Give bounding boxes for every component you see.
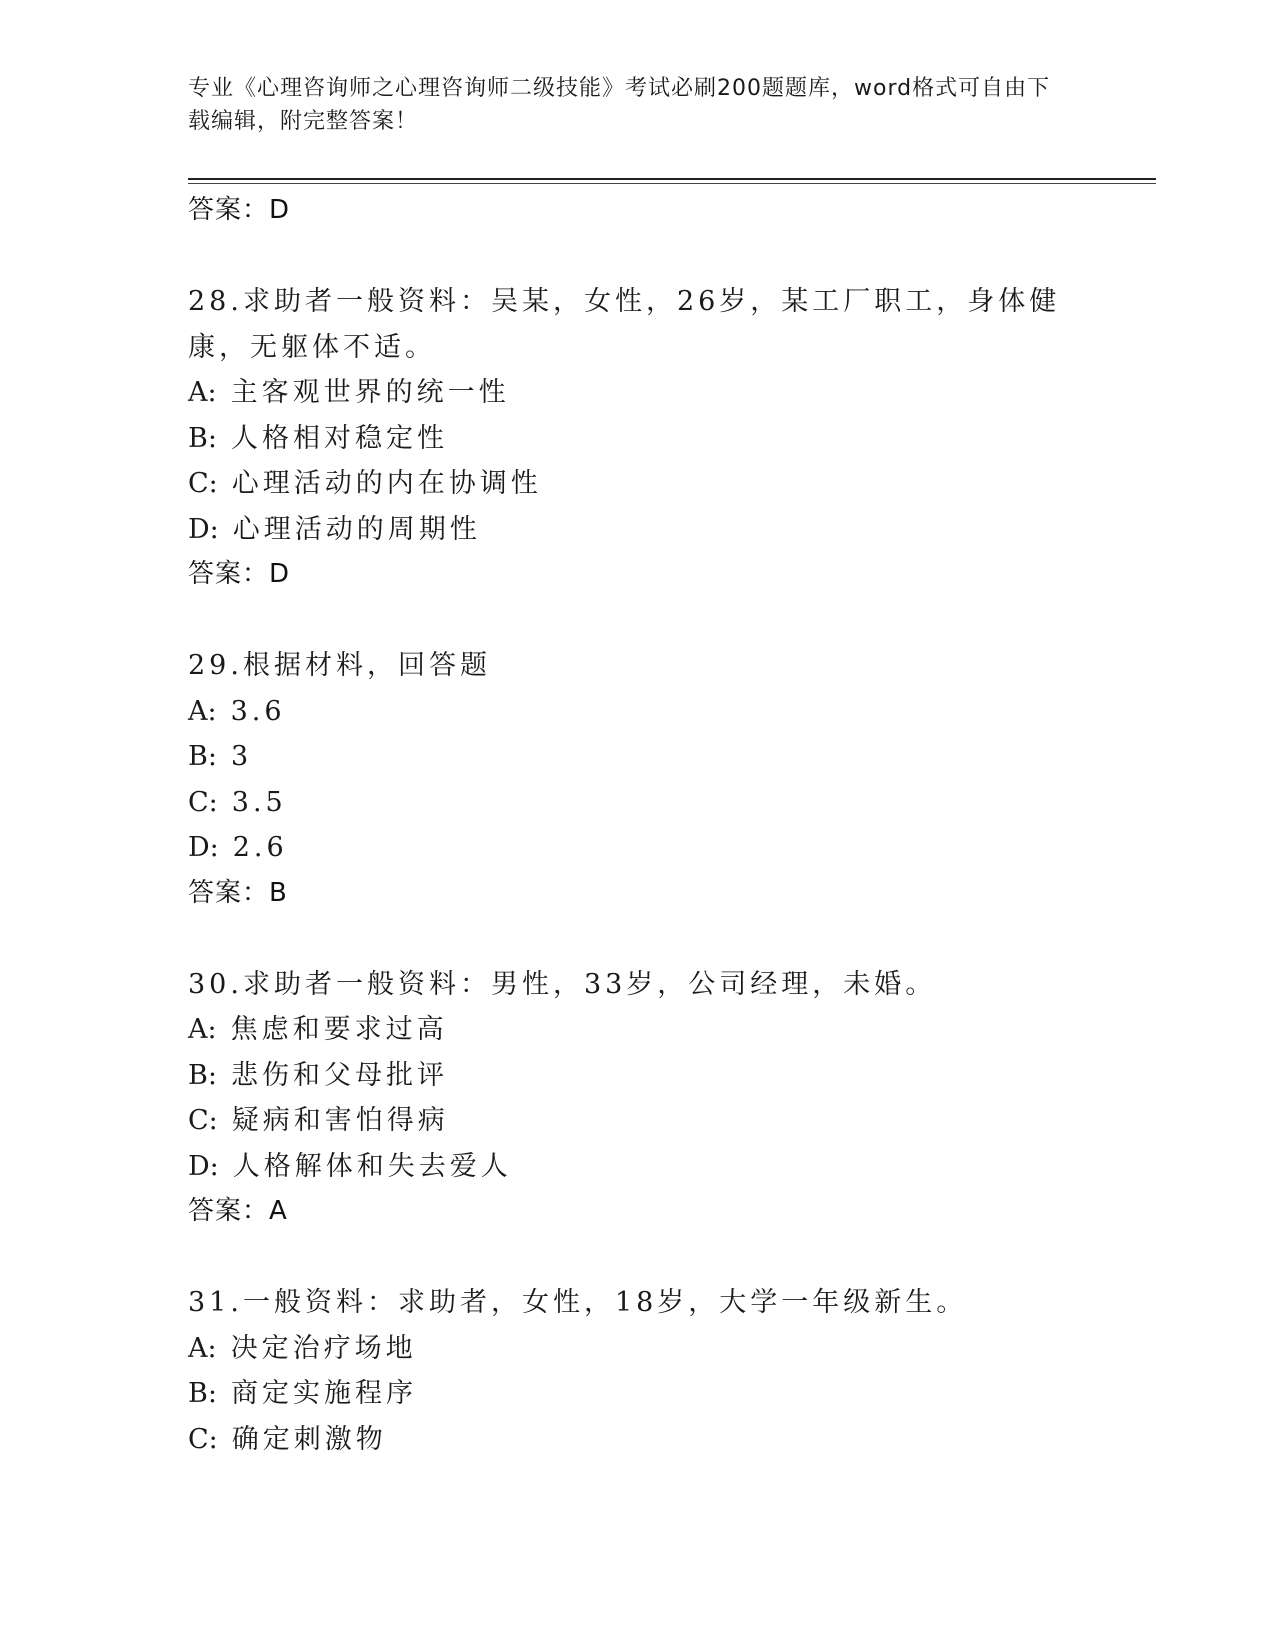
option-prefix: D: (188, 513, 219, 545)
option-text: 疑病和害怕得病 (231, 1105, 449, 1136)
option-prefix: C: (188, 1423, 218, 1455)
option-text: 2.6 (232, 832, 288, 863)
option-prefix: D: (188, 832, 219, 863)
option-line (188, 1371, 1108, 1417)
option-line (188, 507, 1108, 553)
option-line (188, 734, 1108, 780)
option-line (188, 1417, 1108, 1463)
option-prefix: B: (188, 741, 217, 772)
option-prefix: C: (188, 468, 218, 499)
option-line (188, 1053, 1108, 1099)
answer-line: 答案：D (188, 559, 291, 589)
option-prefix: B: (188, 1059, 217, 1091)
option-text: 焦虑和要求过高 (230, 1014, 448, 1045)
question-list (188, 188, 1108, 1462)
option-prefix: C: (188, 1105, 218, 1136)
header-divider-thin (188, 183, 1156, 184)
option-text: 3.5 (231, 786, 287, 818)
option-text: 主客观世界的统一性 (230, 377, 510, 408)
option-line (188, 370, 1108, 416)
header-divider (188, 178, 1156, 180)
question-text: 28.求助者一般资料：吴某，女性，26岁，某工厂职工，身体健康，无躯体不适。 (188, 286, 1061, 363)
question-block (188, 1280, 1108, 1462)
option-prefix: B: (188, 1378, 217, 1409)
document-header: 专业《心理咨询师之心理咨询师二级技能》考试必刷200题题库，word格式可自由下载编辑，附完整答案！ (188, 76, 1051, 134)
option-text: 3 (230, 741, 253, 772)
question-text: 30.求助者一般资料：男性，33岁，公司经理，未婚。 (188, 968, 937, 1000)
option-line (188, 825, 1108, 871)
question-block (188, 962, 1108, 1235)
question-block (188, 643, 1108, 916)
option-prefix: A: (188, 1014, 217, 1045)
option-text: 心理活动的周期性 (232, 513, 481, 545)
question-text: 31.一般资料：求助者，女性，18岁，大学一年级新生。 (188, 1287, 968, 1318)
option-line (188, 689, 1108, 735)
option-text: 决定治疗场地 (230, 1332, 417, 1364)
option-text: 悲伤和父母批评 (230, 1059, 448, 1091)
option-text: 确定刺激物 (231, 1423, 387, 1455)
option-prefix: C: (188, 786, 218, 818)
option-line (188, 1144, 1108, 1190)
option-line (188, 461, 1108, 507)
question-text: 29.根据材料，回答题 (188, 650, 491, 681)
option-prefix: D: (188, 1150, 219, 1182)
option-prefix: A: (188, 377, 217, 408)
option-line (188, 1326, 1108, 1372)
answer-line: 答案：B (188, 877, 288, 908)
option-line (188, 1007, 1108, 1053)
option-text: 商定实施程序 (230, 1378, 417, 1409)
option-line (188, 1098, 1108, 1144)
option-prefix: A: (188, 695, 217, 727)
option-text: 3.6 (230, 695, 286, 727)
question-block (188, 279, 1108, 597)
option-text: 人格解体和失去爱人 (232, 1150, 512, 1182)
option-line (188, 416, 1108, 462)
option-text: 人格相对稳定性 (230, 422, 448, 454)
option-prefix: B: (188, 422, 217, 454)
option-line (188, 780, 1108, 826)
option-prefix: A: (188, 1332, 217, 1364)
answer-line: 答案：A (188, 1196, 288, 1226)
option-text: 心理活动的内在协调性 (231, 468, 542, 499)
answer-line: 答案：D (188, 195, 291, 225)
